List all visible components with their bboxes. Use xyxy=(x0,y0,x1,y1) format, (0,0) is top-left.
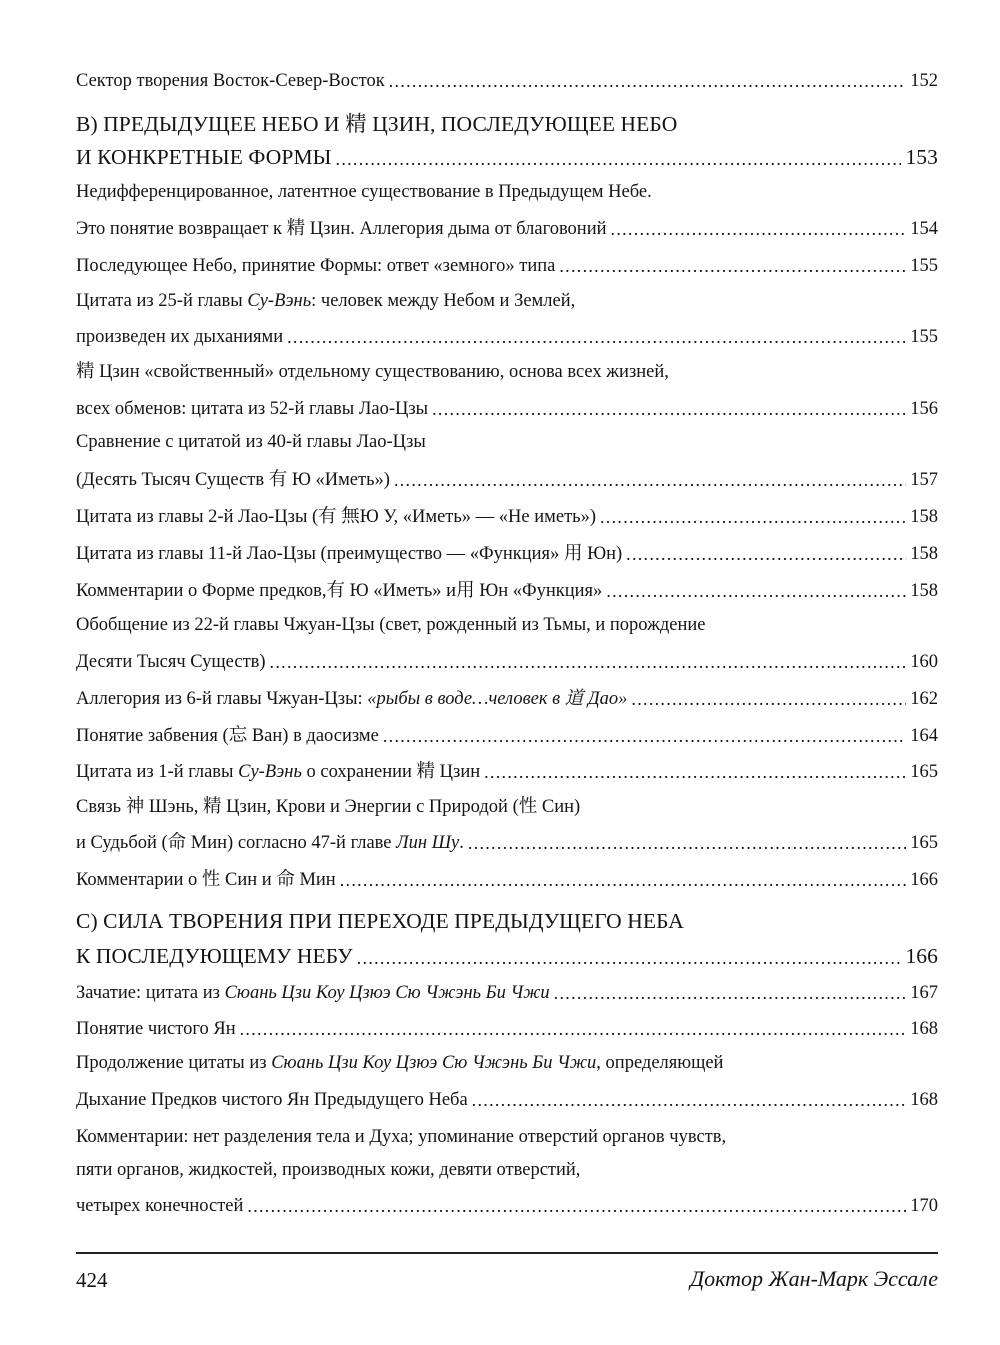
toc-entry-page: 152 xyxy=(910,70,938,91)
toc-entry[interactable] xyxy=(76,498,938,528)
toc-entry-line[interactable] xyxy=(76,1046,938,1076)
toc-entry-page: 158 xyxy=(910,580,938,601)
toc-entry-text: Цитата из главы 2-й Лао-Цзы (有 無Ю У, «Иметь» — «Не иметь») xyxy=(76,506,596,527)
toc-entry-text-part: и Судьбой (命 Мин) согласно 47-й главе xyxy=(76,832,397,853)
section-heading-line: К ПОСЛЕДУЮЩЕМУ НЕБУ xyxy=(76,943,353,968)
toc-entry[interactable] xyxy=(76,643,938,673)
dot-leader xyxy=(389,72,907,92)
dot-leader xyxy=(606,582,906,602)
dot-leader xyxy=(383,727,906,747)
dot-leader xyxy=(340,871,907,891)
toc-entry[interactable] xyxy=(76,824,938,854)
section-heading-line: В) ПРЕДЫДУЩЕЕ НЕБО И 精 ЦЗИН, ПОСЛЕДУЮЩЕЕ НЕБО xyxy=(76,112,678,136)
dot-leader xyxy=(357,949,902,969)
toc-entry-text: Комментарии: нет разделения тела и Духа; упоминание отверстий органов чувств, xyxy=(76,1127,727,1147)
toc-entry-text: : человек между Небом и Землей, xyxy=(311,291,576,311)
quote-text: «рыбы в воде…человек в 道 Дао» xyxy=(367,688,628,709)
toc-entry[interactable] xyxy=(76,1010,938,1040)
toc-entry-page: 156 xyxy=(910,398,938,419)
toc-entry-page: 165 xyxy=(910,832,938,853)
toc-entry[interactable] xyxy=(76,210,938,240)
section-heading[interactable] xyxy=(76,903,938,933)
toc-entry-page: 166 xyxy=(905,943,938,968)
toc-entry[interactable] xyxy=(76,974,938,1004)
dot-leader xyxy=(631,690,906,710)
dot-leader xyxy=(559,257,906,277)
toc-entry-text: Связь 神 Шэнь, 精 Цзин, Крови и Энергии с Природой (性 Син) xyxy=(76,797,581,817)
toc-entry-text: Десяти Тысяч Существ) xyxy=(76,651,266,672)
toc-entry[interactable] xyxy=(76,461,938,491)
toc-entry-page: 160 xyxy=(910,651,938,672)
toc-entry-text: произведен их дыханиями xyxy=(76,326,284,347)
dot-leader xyxy=(394,471,906,491)
section-heading[interactable] xyxy=(76,939,938,969)
dot-leader xyxy=(554,984,907,1004)
toc-entry-text: четырех конечностей xyxy=(76,1195,244,1216)
toc-entry-text: Цитата из главы 11-й Лао-Цзы (преимущество — «Функция» 用 Юн) xyxy=(76,543,623,564)
toc-entry-text xyxy=(76,763,480,784)
toc-entry[interactable] xyxy=(76,247,938,277)
toc-entry-text: Комментарии о Форме предков,有 Ю «Иметь» и用 Юн «Функция» xyxy=(76,580,603,601)
toc-entry-page: 165 xyxy=(910,761,938,782)
book-title: Сюань Цзи Коу Цзюэ Сю Чжэнь Би Чжи xyxy=(271,1053,597,1073)
book-title: Су-Вэнь xyxy=(238,761,302,782)
toc-entry[interactable] xyxy=(76,62,938,92)
toc-entry-line[interactable] xyxy=(76,790,938,820)
toc-entry[interactable] xyxy=(76,535,938,565)
dot-leader xyxy=(472,1091,907,1111)
toc-entry-text-part: Зачатие: цитата из xyxy=(76,982,225,1003)
toc-entry-text: всех обменов: цитата из 52-й главы Лао-Цзы xyxy=(76,398,429,419)
section-heading[interactable] xyxy=(76,106,938,136)
toc-entry-text xyxy=(76,690,627,711)
section-heading-line: С) СИЛА ТВОРЕНИЯ ПРИ ПЕРЕХОДЕ ПРЕДЫДУЩЕГО НЕБА xyxy=(76,909,684,933)
toc-entry-text: Обобщение из 22-й главы Чжуан-Цзы (свет, рожденный из Тьмы, и порождение xyxy=(76,615,706,635)
page-number: 424 xyxy=(76,1268,108,1292)
toc-entry-line[interactable] xyxy=(76,175,938,205)
toc-entry-text: пяти органов, жидкостей, производных кожи, девяти отверстий, xyxy=(76,1160,581,1180)
toc-entry-line[interactable] xyxy=(76,425,938,455)
toc-entry-page: 158 xyxy=(910,506,938,527)
toc-entry-line[interactable] xyxy=(76,284,938,314)
toc-entry-page: 164 xyxy=(910,725,938,746)
toc-entry[interactable] xyxy=(76,572,938,602)
dot-leader xyxy=(432,400,906,420)
toc-entry-page: 170 xyxy=(910,1195,938,1216)
dot-leader xyxy=(468,834,906,854)
section-heading[interactable] xyxy=(76,140,938,170)
toc-entry-text: Это понятие возвращает к 精 Цзин. Аллегория дыма от благовоний xyxy=(76,218,607,239)
toc-entry-line[interactable] xyxy=(76,608,938,638)
toc-entry-text: (Десять Тысяч Существ 有 Ю «Иметь») xyxy=(76,469,390,490)
toc-entry[interactable] xyxy=(76,680,938,710)
dot-leader xyxy=(484,763,906,783)
toc-entry-page: 154 xyxy=(910,218,938,239)
section-heading-line: И КОНКРЕТНЫЕ ФОРМЫ xyxy=(76,144,332,169)
toc-entry-text: , определяющей xyxy=(596,1053,724,1073)
author-name: Доктор Жан-Марк Эссале xyxy=(690,1266,938,1291)
toc-entry[interactable] xyxy=(76,717,938,747)
toc-entry-page: 155 xyxy=(910,326,938,347)
toc-entry-text: Продолжение цитаты из xyxy=(76,1053,272,1073)
toc-entry-page: 168 xyxy=(910,1018,938,1039)
book-title: Лин Шу xyxy=(396,832,460,853)
dot-leader xyxy=(247,1197,906,1217)
toc-entry-page: 167 xyxy=(910,982,938,1003)
toc-entry-text: Комментарии о 性 Син и 命 Мин xyxy=(76,869,336,890)
toc-entry-text: Сравнение с цитатой из 40-й главы Лао-Цзы xyxy=(76,432,426,452)
toc-entry-text-part: . xyxy=(459,832,464,853)
toc-entry-page: 153 xyxy=(905,144,938,169)
dot-leader xyxy=(626,545,906,565)
toc-entry[interactable] xyxy=(76,318,938,348)
toc-entry-text: Последующее Небо, принятие Формы: ответ «земного» типа xyxy=(76,255,556,276)
toc-entry-page: 157 xyxy=(910,469,938,490)
toc-entry-text: Цитата из 25-й главы xyxy=(76,291,248,311)
toc-entry-page: 166 xyxy=(910,869,938,890)
footer-divider xyxy=(76,1252,938,1254)
toc-entry-line[interactable] xyxy=(76,1120,938,1150)
toc-entry-line[interactable] xyxy=(76,355,938,385)
toc-entry-page: 155 xyxy=(910,255,938,276)
book-title: Су-Вэнь xyxy=(247,291,312,311)
toc-entry[interactable] xyxy=(76,1081,938,1111)
toc-entry[interactable] xyxy=(76,753,938,783)
toc-entry[interactable] xyxy=(76,390,938,420)
toc-entry-text xyxy=(76,984,550,1005)
dot-leader xyxy=(336,150,902,170)
toc-entry[interactable] xyxy=(76,861,938,891)
toc-entry-text: 精 Цзин «свойственный» отдельному существованию, основа всех жизней, xyxy=(76,362,669,382)
toc-entry-text: Понятие забвения (忘 Ван) в даосизме xyxy=(76,725,379,746)
toc-entry-text: Дыхание Предков чистого Ян Предыдущего Неба xyxy=(76,1089,468,1110)
toc-entry-text: Сектор творения Восток-Север-Восток xyxy=(76,70,385,91)
toc-entry-line[interactable] xyxy=(76,1153,938,1183)
toc-entry[interactable] xyxy=(76,1187,938,1217)
dot-leader xyxy=(287,328,906,348)
toc-entry-text-part: Цитата из 1-й главы xyxy=(76,761,239,782)
toc-entry-text-part: Аллегория из 6-й главы Чжуан-Цзы: xyxy=(76,688,368,709)
toc-entry-text: Понятие чистого Ян xyxy=(76,1018,236,1039)
dot-leader xyxy=(240,1020,907,1040)
toc-entry-page: 168 xyxy=(910,1089,938,1110)
dot-leader xyxy=(270,653,907,673)
toc-entry-page: 158 xyxy=(910,543,938,564)
dot-leader xyxy=(600,508,906,528)
book-title: Сюань Цзи Коу Цзюэ Сю Чжэнь Би Чжи xyxy=(224,982,550,1003)
toc-entry-text-part: о сохранении 精 Цзин xyxy=(301,761,481,782)
dot-leader xyxy=(611,220,907,240)
toc-entry-text: Недифференцированное, латентное существование в Предыдущем Небе. xyxy=(76,182,652,202)
toc-entry-page: 162 xyxy=(910,688,938,709)
toc-entry-text xyxy=(76,834,464,855)
